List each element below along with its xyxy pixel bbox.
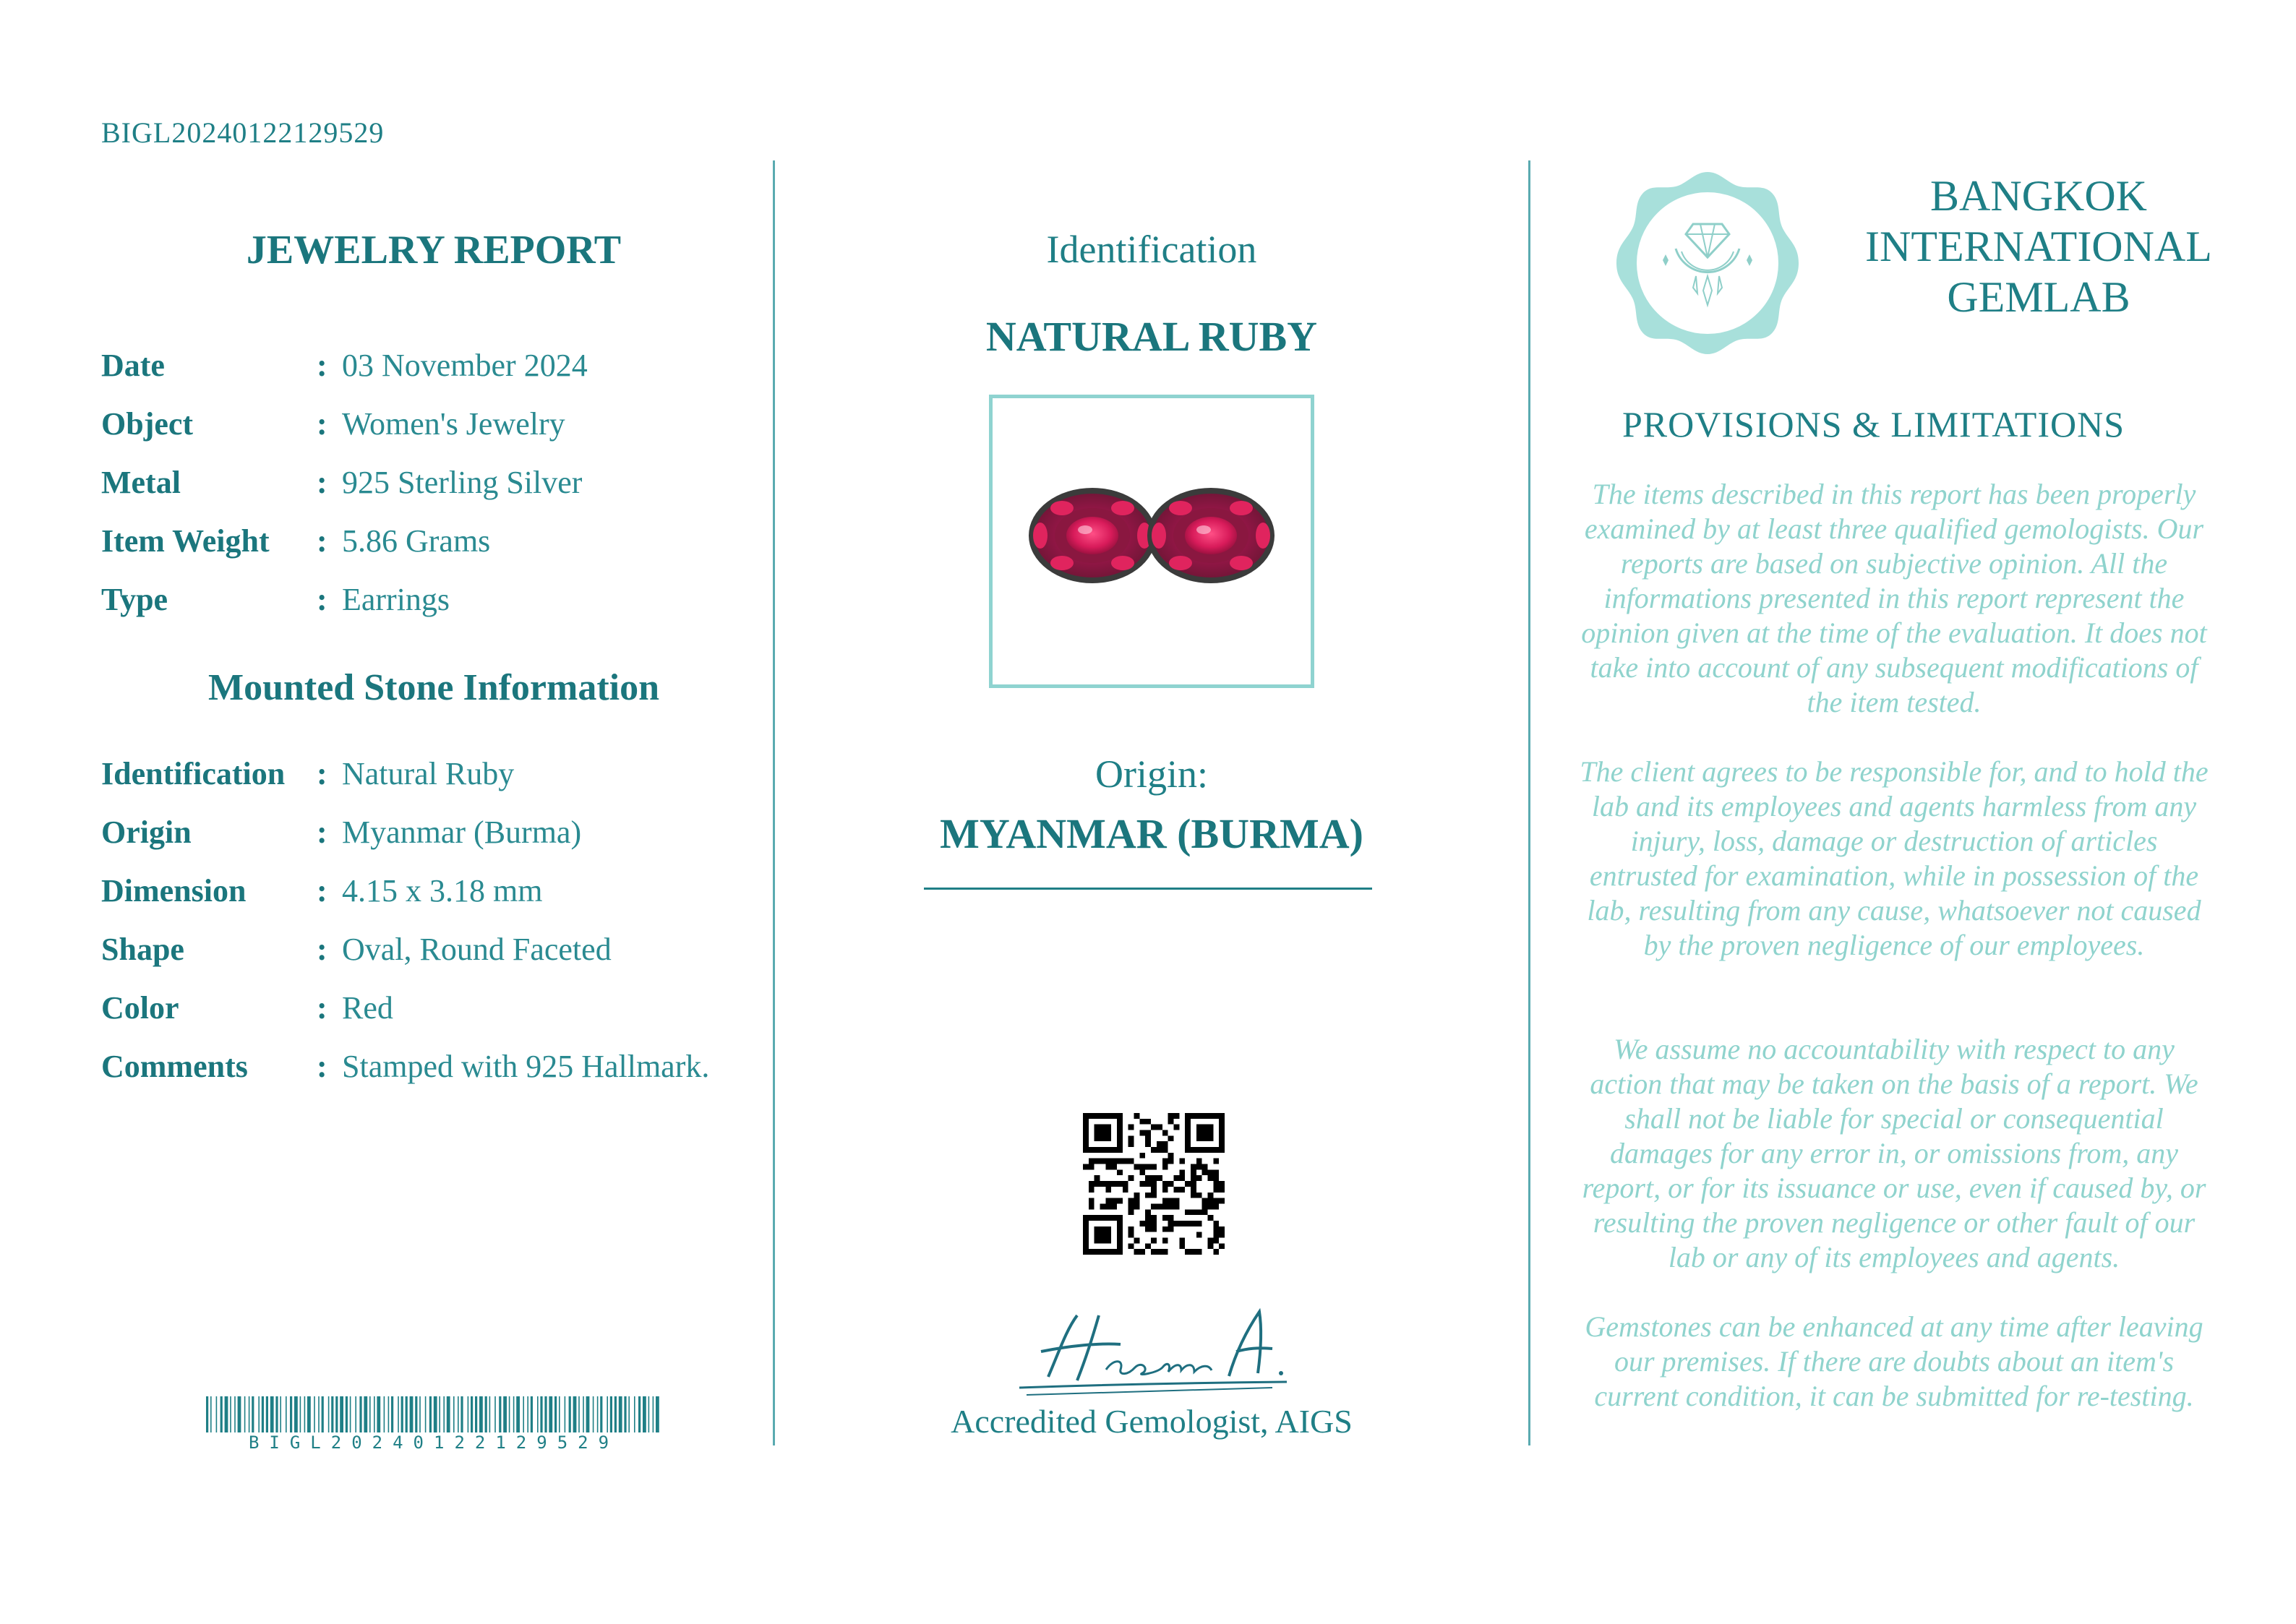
stone-row-color <box>101 989 766 1047</box>
qr-code-icon <box>1083 1113 1225 1255</box>
detail-value: 925 Sterling Silver <box>342 465 583 500</box>
identification-value: NATURAL RUBY <box>985 313 1318 360</box>
colon: : <box>317 348 327 383</box>
lab-name-line: INTERNATIONAL <box>1865 223 2212 270</box>
colon: : <box>317 932 327 967</box>
barcode-number: BIGL20240122129529 <box>248 1432 620 1453</box>
detail-row-date <box>101 347 766 405</box>
item-photo-frame <box>989 395 1314 688</box>
colon: : <box>317 1049 327 1084</box>
gemologist-title: Accredited Gemologist, AIGS <box>951 1403 1353 1440</box>
detail-label: Date <box>101 348 165 383</box>
stone-label: Dimension <box>101 873 247 908</box>
stone-value: Natural Ruby <box>342 756 515 791</box>
stone-value: Stamped with 925 Hallmark. <box>342 1049 710 1084</box>
identification-label: Identification <box>1046 228 1257 271</box>
colon: : <box>317 406 327 442</box>
report-title: JEWELRY REPORT <box>246 228 622 272</box>
stone-value: Red <box>342 990 393 1026</box>
stone-label: Shape <box>101 932 184 967</box>
signature-icon <box>998 1301 1301 1409</box>
detail-row-weight <box>101 523 766 580</box>
column-divider-right <box>1528 160 1530 1445</box>
ruby-earrings-image <box>993 398 1311 684</box>
detail-row-object <box>101 405 766 463</box>
stone-label: Identification <box>101 756 286 791</box>
colon: : <box>317 582 327 617</box>
stone-row-comments <box>101 1048 766 1106</box>
colon: : <box>317 815 327 850</box>
detail-value: 03 November 2024 <box>342 348 588 383</box>
barcode-icon <box>206 1396 661 1432</box>
stone-info-title: Mounted Stone Information <box>207 667 660 708</box>
detail-label: Item Weight <box>101 523 270 559</box>
detail-row-type <box>101 581 766 639</box>
colon: : <box>317 523 327 559</box>
detail-row-metal <box>101 464 766 522</box>
colon: : <box>317 873 327 908</box>
stone-label: Color <box>101 990 179 1026</box>
report-number: BIGL20240122129529 <box>101 116 385 149</box>
colon: : <box>317 990 327 1026</box>
colon: : <box>317 465 327 500</box>
provisions-paragraph: The items described in this report has been properly examined by at least three qualified gemologists. Our reports are based on subjective opinion. All the informations presented in this report represent the opinion given at the time of the evaluation. It does not take into account of any subsequent modifications of the item tested. <box>1581 478 2207 718</box>
detail-label: Type <box>101 582 168 617</box>
detail-label: Object <box>101 406 194 442</box>
stone-value: Myanmar (Burma) <box>342 815 582 850</box>
origin-label: Origin: <box>1095 752 1208 796</box>
stone-row-shape <box>101 931 766 989</box>
stone-row-identification <box>101 755 766 813</box>
detail-value: 5.86 Grams <box>342 523 491 559</box>
stone-row-origin <box>101 814 766 872</box>
colon: : <box>317 756 327 791</box>
stone-label: Comments <box>101 1049 248 1084</box>
stone-value: 4.15 x 3.18 mm <box>342 873 543 908</box>
stone-row-dimension <box>101 872 766 930</box>
detail-value: Women's Jewelry <box>342 406 565 442</box>
provisions-title: PROVISIONS & LIMITATIONS <box>1622 404 2125 444</box>
lab-seal-logo <box>1612 168 1803 358</box>
provisions-paragraph: We assume no accountability with respect to any action that may be taken on the basis of a report. We shall not be liable for special or consequential damages for any error in, or omissions from, any report, or for its issuance or use, even if caused by, or resulting the proven negligence or other fault of our lab or any of its employees and agents. <box>1582 1033 2206 1273</box>
provisions-paragraph: The client agrees to be responsible for, and to hold the lab and its employees and agents harmless from any injury, loss, damage or destruction of articles entrusted for examination, while in possession of the lab, resulting from any cause, whatsoever not caused by the proven negligence of our employees. <box>1580 755 2209 961</box>
stone-value: Oval, Round Faceted <box>342 932 612 967</box>
origin-underline <box>924 888 1372 890</box>
lab-name <box>1851 171 2227 322</box>
detail-label: Metal <box>101 465 181 500</box>
stone-label: Origin <box>101 815 192 850</box>
lab-name-line: BANGKOK <box>1930 172 2147 220</box>
detail-value: Earrings <box>342 582 450 617</box>
provisions-paragraph: Gemstones can be enhanced at any time after leaving our premises. If there are doubts about an item's current condition, it can be submitted for re-testing. <box>1585 1310 2203 1412</box>
lab-name-line: GEMLAB <box>1947 273 2130 321</box>
origin-value: MYANMAR (BURMA) <box>940 810 1363 857</box>
